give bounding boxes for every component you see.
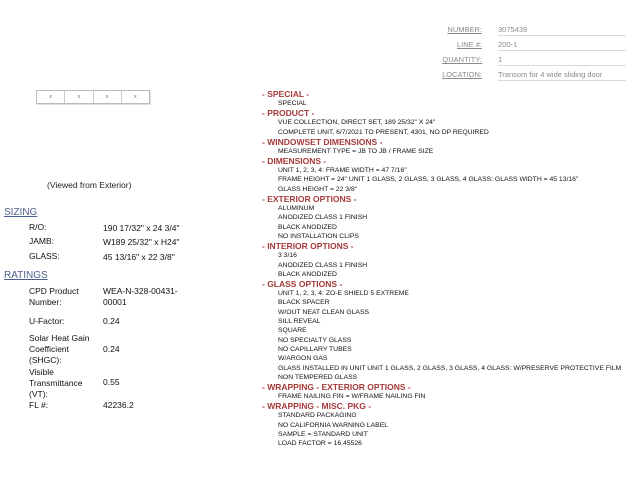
number-value: 3075439 <box>498 25 528 34</box>
spec-heading: - INTERIOR OPTIONS - <box>262 241 354 252</box>
spec-section-dimensions <box>262 156 634 194</box>
pane-3: x <box>94 91 122 103</box>
vt-label: Visible Transmittance (VT): <box>29 367 83 399</box>
cpd-label: CPD Product Number: <box>29 286 79 307</box>
spec-item: VUE COLLECTION, DIRECT SET, 189 25/32" X 24" <box>278 119 436 127</box>
ufactor-label: U-Factor: <box>29 316 65 326</box>
spec-item: ALUMINUM <box>278 205 315 213</box>
spec-heading: - WRAPPING - EXTERIOR OPTIONS - <box>262 382 411 393</box>
spec-item: UNIT 1, 2, 3, 4: ZO-E SHIELD 5 EXTREME <box>278 290 409 298</box>
spec-item: NO INSTALLATION CLIPS <box>278 232 359 240</box>
line-label: LINE #: <box>456 40 482 49</box>
spec-item: MEASUREMENT TYPE = JB TO JB / FRAME SIZE <box>278 147 434 155</box>
location-row <box>400 69 630 81</box>
spec-item: W/OUT NEAT CLEAN GLASS <box>278 308 370 316</box>
quantity-row <box>400 54 630 66</box>
spec-item: SAMPLE = STANDARD UNIT <box>278 431 368 439</box>
spec-heading: - WINDOWSET DIMENSIONS - <box>262 136 383 147</box>
unit-drawing <box>36 90 150 104</box>
pane-1: x <box>37 91 65 103</box>
divider <box>498 80 626 81</box>
spec-item: GLASS INSTALLED IN UNIT UNIT 1 GLASS, 2 GLASS, 3 GLASS, 4 GLASS: W/PRESERVE PROTECTIVE FILM <box>278 364 622 372</box>
spec-section-windowset-dimensions <box>262 137 634 156</box>
location-label: LOCATION: <box>442 70 482 79</box>
spec-item: LOAD FACTOR = 16.45526 <box>278 440 362 448</box>
spec-item: BLACK SPACER <box>278 299 330 307</box>
spec-section-exterior-options <box>262 194 634 241</box>
spec-heading: - GLASS OPTIONS - <box>262 279 343 290</box>
ro-value: 190 17/32" x 24 3/4" <box>103 223 180 233</box>
shgc-value: 0.24 <box>103 344 120 354</box>
divider <box>498 35 626 36</box>
divider <box>498 50 626 51</box>
spec-item: GLASS HEIGHT = 22 3/8" <box>278 185 358 193</box>
spec-section-special <box>262 89 634 108</box>
spec-item: NON TEMPERED GLASS <box>278 373 358 381</box>
spec-heading: - EXTERIOR OPTIONS - <box>262 194 357 205</box>
line-row <box>400 39 630 51</box>
drawing-caption: (Viewed from Exterior) <box>47 180 132 190</box>
spec-item: BLACK ANODIZED <box>278 223 337 231</box>
spec-item: 3 3/16 <box>278 252 297 260</box>
pane-2: x <box>65 91 93 103</box>
spec-item: SILL REVEAL <box>278 318 321 326</box>
spec-heading: - PRODUCT - <box>262 108 315 119</box>
spec-item: SPECIAL <box>278 100 307 107</box>
fl-label: FL #: <box>29 400 49 410</box>
spec-section-glass-options <box>262 279 634 382</box>
pane-4: x <box>134 94 137 100</box>
number-label: NUMBER: <box>447 25 482 34</box>
quantity-value: 1 <box>498 55 503 64</box>
spec-item: UNIT 1, 2, 3, 4: FRAME WIDTH = 47 7/16" <box>278 167 407 175</box>
spec-heading: - WRAPPING - MISC. PKG - <box>262 401 372 412</box>
spec-section-wrapping-exterior <box>262 382 634 401</box>
spec-item: NO SPECIALTY GLASS <box>278 336 352 344</box>
fl-value: 42236.2 <box>103 400 134 410</box>
divider <box>498 65 626 66</box>
glass-label: GLASS: <box>29 251 60 261</box>
location-value: Transom for 4 wide sliding door <box>498 70 603 79</box>
spec-item: STANDARD PACKAGING <box>278 412 357 420</box>
spec-item: NO CALIFORNIA WARNING LABEL <box>278 421 389 429</box>
spec-item: BLACK ANODIZED <box>278 270 337 278</box>
quantity-label: QUANTITY: <box>442 55 482 64</box>
cpd-value: WEA-N-328-00431-00001 <box>103 286 178 307</box>
spec-heading: - DIMENSIONS - <box>262 156 327 167</box>
line-value: 200-1 <box>498 40 518 49</box>
spec-heading: - SPECIAL - <box>262 89 310 99</box>
spec-list <box>262 89 634 449</box>
shgc-label: Solar Heat Gain Coefficient (SHGC): <box>29 333 90 365</box>
spec-section-product <box>262 108 634 137</box>
spec-item: COMPLETE UNIT, 6/7/2021 TO PRESENT, 4301, NO DP REQUIRED <box>278 128 489 136</box>
spec-item: FRAME NAILING FIN = W/FRAME NAILING FIN <box>278 393 426 401</box>
ro-label: R/O: <box>29 222 47 232</box>
spec-item: W/ARGON GAS <box>278 355 328 363</box>
glass-value: 45 13/16" x 22 3/8" <box>103 252 175 262</box>
spec-section-interior-options <box>262 241 634 279</box>
jamb-label: JAMB: <box>29 236 55 246</box>
ratings-title: RATINGS <box>4 270 48 281</box>
sizing-title: SIZING <box>4 207 38 218</box>
spec-item: NO CAPILLARY TUBES <box>278 345 352 353</box>
spec-item: ANODIZED CLASS 1 FINISH <box>278 214 368 222</box>
spec-item: SQUARE <box>278 327 307 335</box>
spec-item: ANODIZED CLASS 1 FINISH <box>278 261 368 269</box>
spec-item: FRAME HEIGHT = 24" UNIT 1 GLASS, 2 GLASS, 3 GLASS, 4 GLASS: GLASS WIDTH = 45 13/16" <box>278 176 579 184</box>
vt-value: 0.55 <box>103 377 120 387</box>
jamb-value: W189 25/32" x H24" <box>103 237 180 247</box>
ufactor-value: 0.24 <box>103 316 120 326</box>
spec-section-wrapping-misc <box>262 401 634 448</box>
number-row <box>400 24 630 36</box>
